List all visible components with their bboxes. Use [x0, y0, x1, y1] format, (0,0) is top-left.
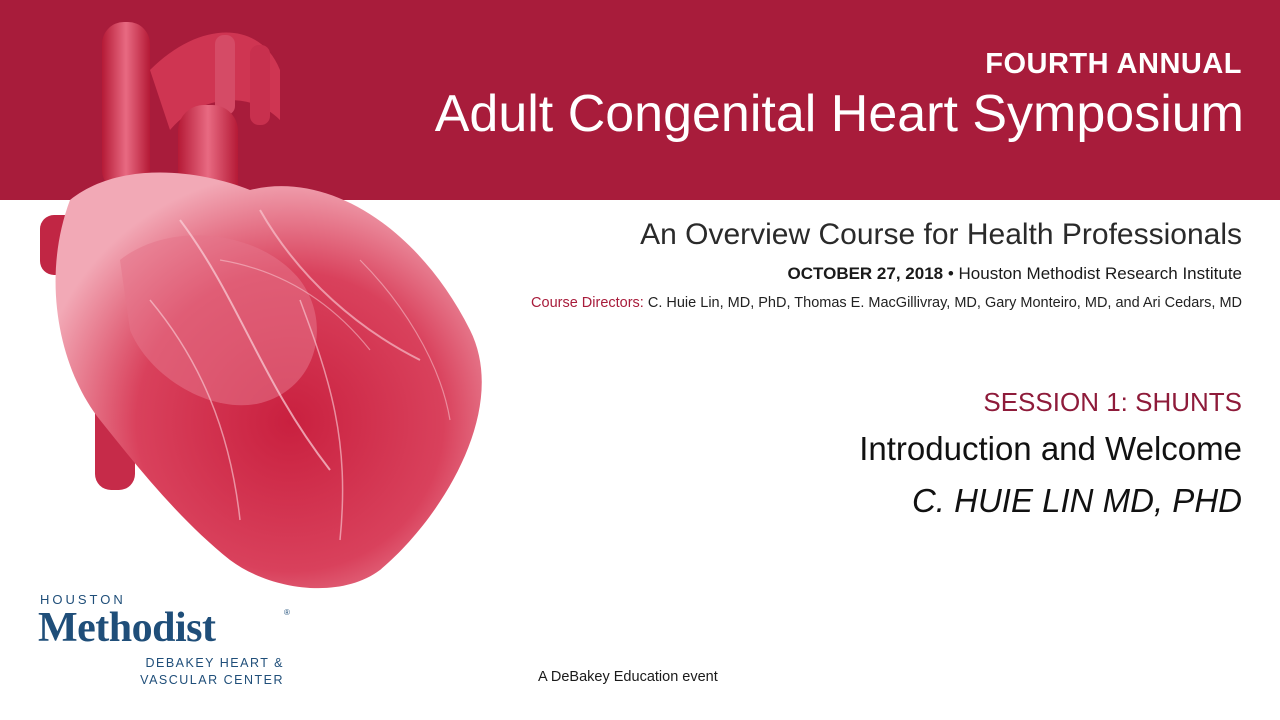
course-directors-label: Course Directors: — [531, 295, 644, 311]
date-venue-separator: • — [943, 264, 959, 283]
date-venue-line — [788, 264, 1242, 284]
logo-department-line-2: VASCULAR CENTER — [140, 673, 284, 687]
logo-brand: Methodist — [38, 605, 216, 651]
course-directors-names: C. Huie Lin, MD, PhD, Thomas E. MacGillivray, MD, Gary Monteiro, MD, and Ari Cedars, MD — [643, 295, 1242, 311]
logo-department-line-1: DEBAKEY HEART & — [145, 656, 284, 670]
logo-houston: HOUSTON — [40, 592, 126, 607]
houston-methodist-logo — [38, 592, 298, 692]
course-subtitle: An Overview Course for Health Professionals — [640, 218, 1242, 251]
session-label: SESSION 1: SHUNTS — [983, 387, 1242, 417]
symposium-title: Adult Congenital Heart Symposium — [434, 85, 1244, 143]
logo-registered-mark: ® — [284, 608, 290, 617]
symposium-edition: FOURTH ANNUAL — [985, 48, 1242, 80]
course-directors — [531, 295, 1242, 311]
event-date: OCTOBER 27, 2018 — [787, 264, 944, 283]
speaker-name: C. HUIE LIN MD, PHD — [911, 482, 1242, 519]
talk-title: Introduction and Welcome — [859, 430, 1242, 467]
event-venue: Houston Methodist Research Institute — [958, 264, 1242, 283]
footer-note: A DeBakey Education event — [538, 669, 718, 685]
